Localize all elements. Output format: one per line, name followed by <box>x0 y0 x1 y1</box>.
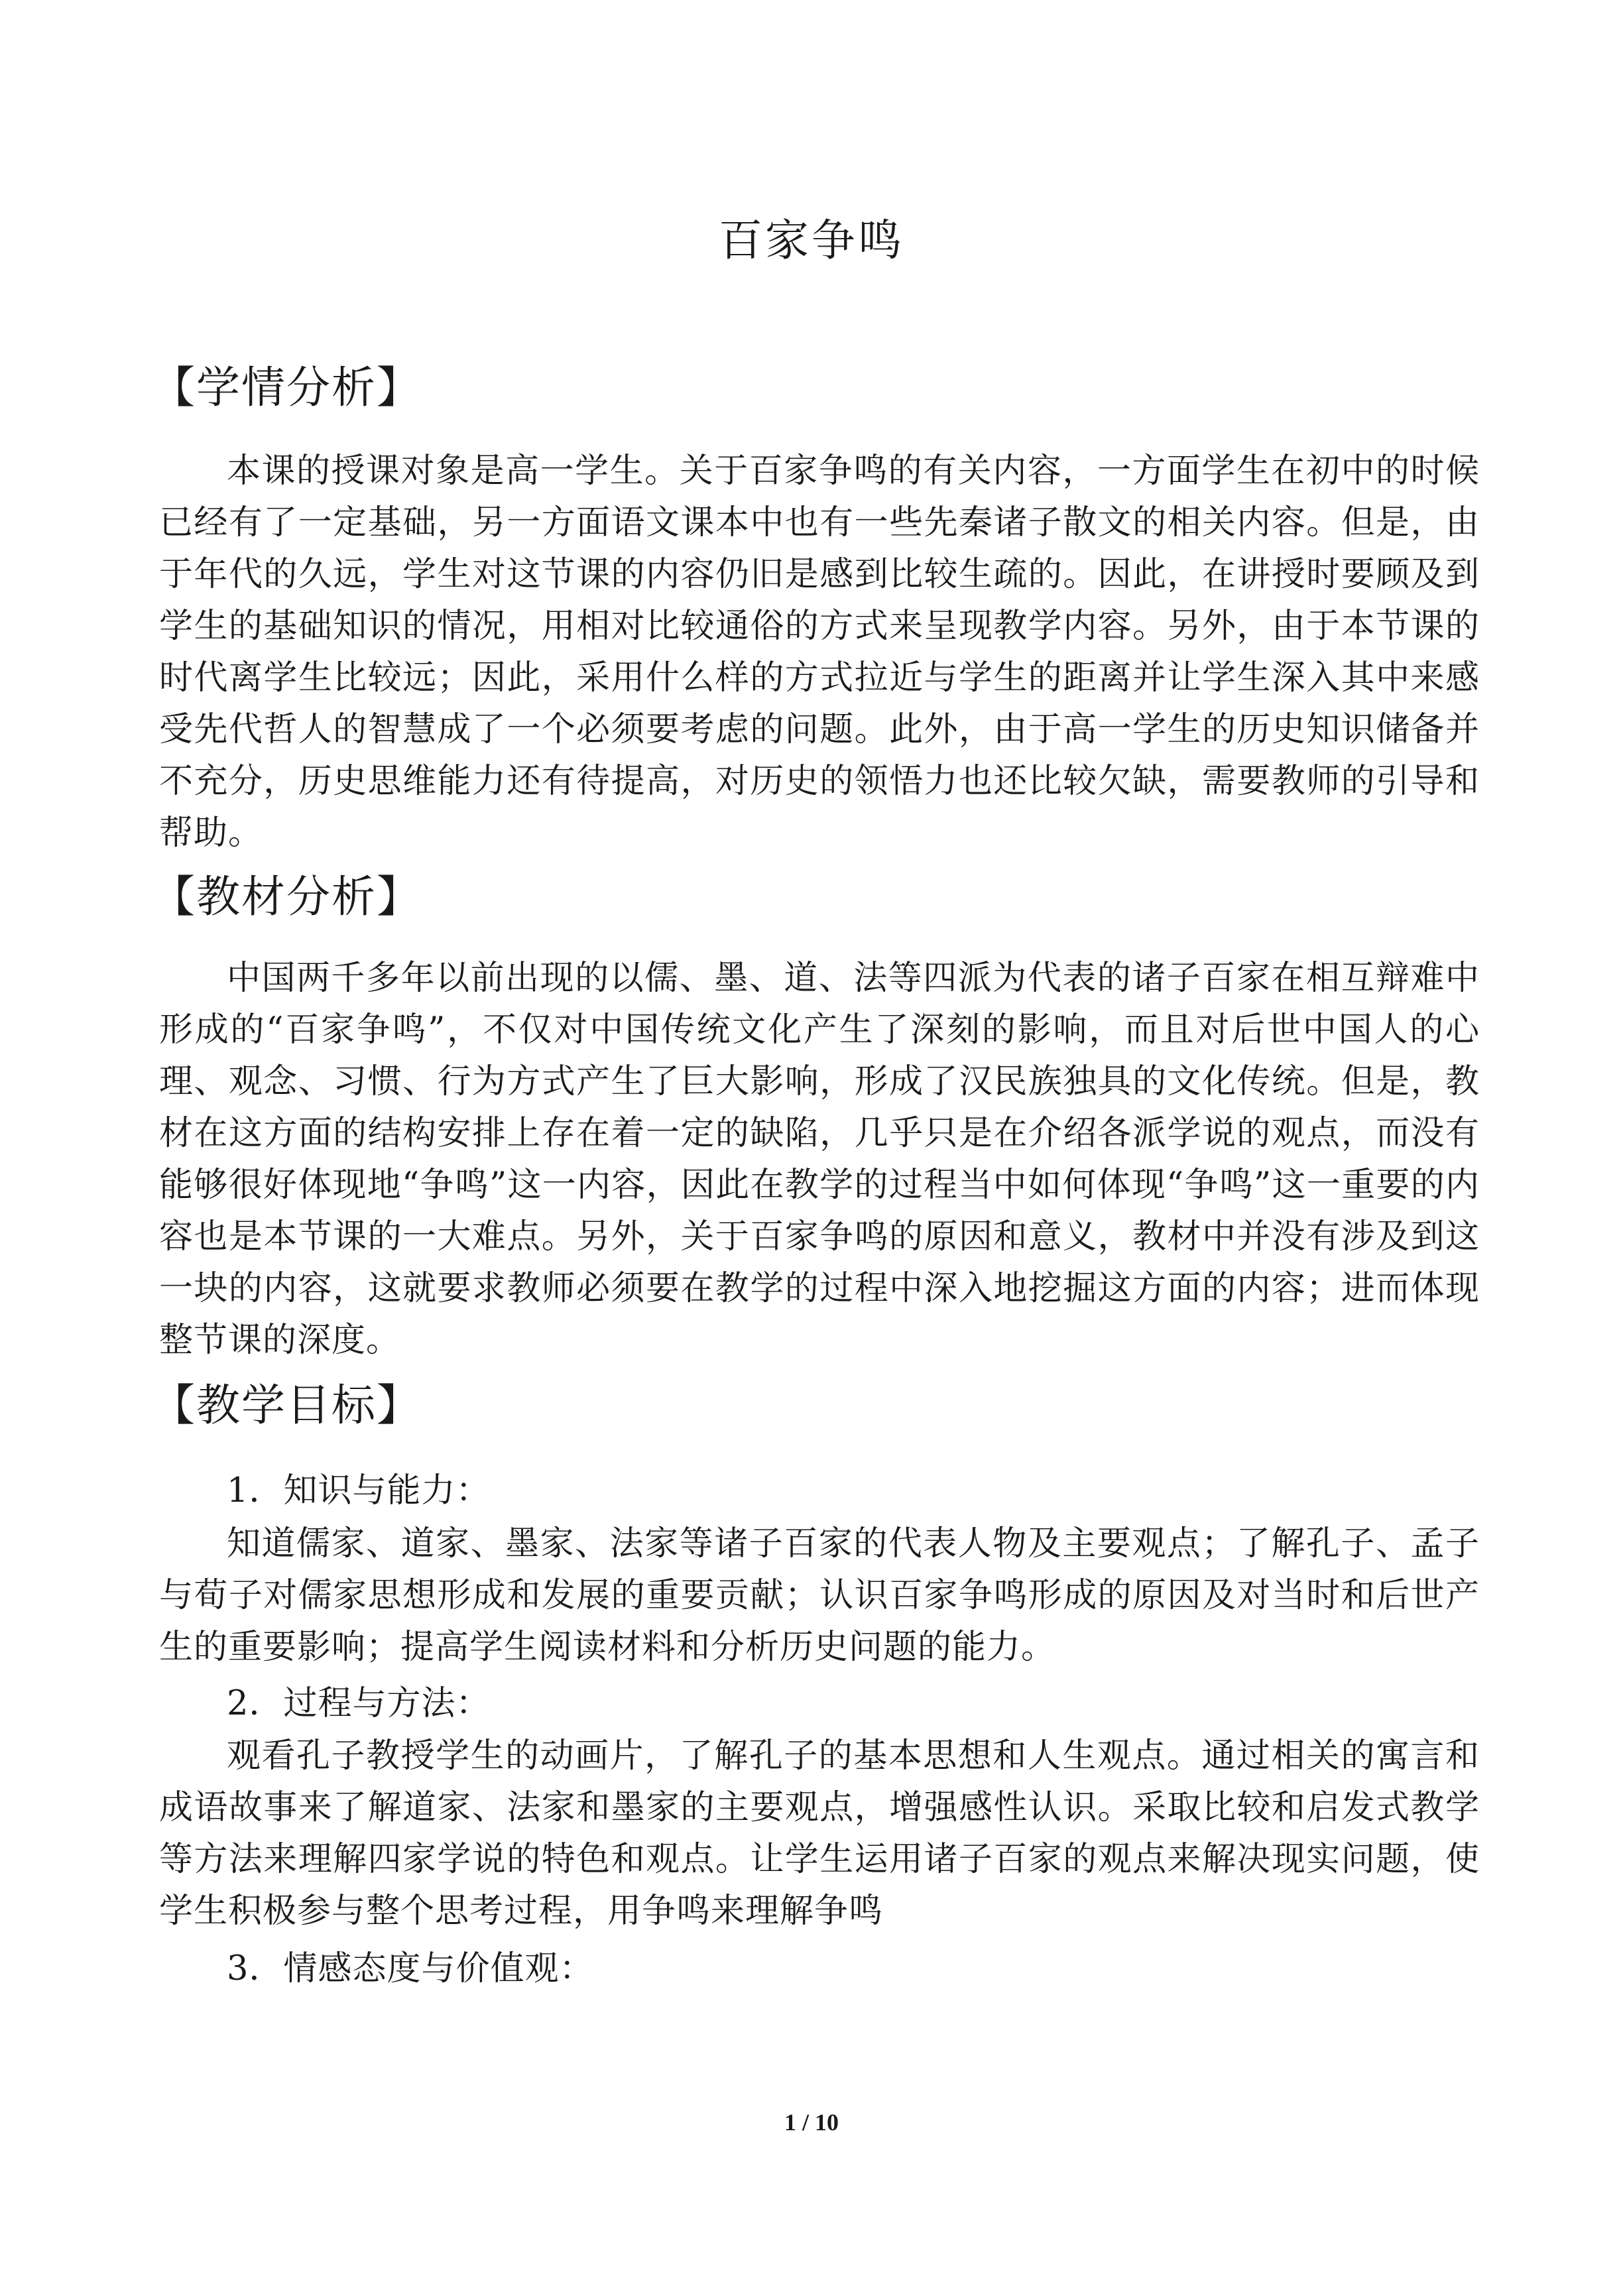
paragraph-student-analysis: 本课的授课对象是高一学生。关于百家争鸣的有关内容，一方面学生在初中的时候已经有了一定基础，另一方面语文课本中也有一些先秦诸子散文的相关内容。但是，由于年代的久远，学生对这节课的内容仍旧是感到比较生疏的。因此，在讲授时要顾及到学生的基础知识的情况，用相对比较通俗的方式来呈现教学内容。另外，由于本节课的时代离学生比较远；因此，采用什么样的方式拉近与学生的距离并让学生深入其中来感受先代哲人的智慧成了一个必须要考虑的问题。此外，由于高一学生的历史知识储备并不充分，历史思维能力还有待提高，对历史的领悟力也还比较欠缺，需要教师的引导和帮助。 <box>159 452 1480 853</box>
paragraph-textbook-analysis: 中国两千多年以前出现的以儒、墨、道、法等四派为代表的诸子百家在相互辩难中形成的“百家争鸣”，不仅对中国传统文化产生了深刻的影响，而且对后世中国人的心理、观念、习惯、行为方式产生了巨大影响，形成了汉民族独具的文化传统。但是，教材在这方面的结构安排上存在着一定的缺陷，几乎只是在介绍各派学说的观点，而没有能够很好体现地“争鸣”这一内容，因此在教学的过程当中如何体现“争鸣”这一重要的内容也是本节课的一大难点。另外，关于百家争鸣的原因和意义，教材中并没有涉及到这一块的内容，这就要求教师必须要在教学的过程中深入地挖掘这方面的内容；进而体现整节课的深度。 <box>159 959 1480 1360</box>
section-heading-teaching-goals: 【教学目标】 <box>151 1380 422 1431</box>
section-heading-textbook-analysis: 【教材分析】 <box>151 871 422 922</box>
page-number: 1 / 10 <box>784 2109 839 2136</box>
goal-label-attitude: 3．情感态度与价值观： <box>227 1949 594 1988</box>
document-title: 百家争鸣 <box>719 215 904 266</box>
section-heading-student-analysis: 【学情分析】 <box>151 362 422 413</box>
goal-label-process: 2．过程与方法： <box>227 1684 491 1723</box>
goal-text-process: 观看孔子教授学生的动画片，了解孔子的基本思想和人生观点。通过相关的寓言和成语故事来了解道家、法家和墨家的主要观点，增强感性认识。采取比较和启发式教学等方法来理解四家学说的特色和观点。让学生运用诸子百家的观点来解决现实问题，使学生积极参与整个思考过程，用争鸣来理解争鸣 <box>159 1736 1480 1931</box>
goal-text-knowledge: 知道儒家、道家、墨家、法家等诸子百家的代表人物及主要观点；了解孔子、孟子与荀子对儒家思想形成和发展的重要贡献；认识百家争鸣形成的原因及对当时和后世产生的重要影响；提高学生阅读材料和分析历史问题的能力。 <box>159 1524 1480 1667</box>
goal-label-knowledge: 1．知识与能力： <box>227 1471 491 1510</box>
